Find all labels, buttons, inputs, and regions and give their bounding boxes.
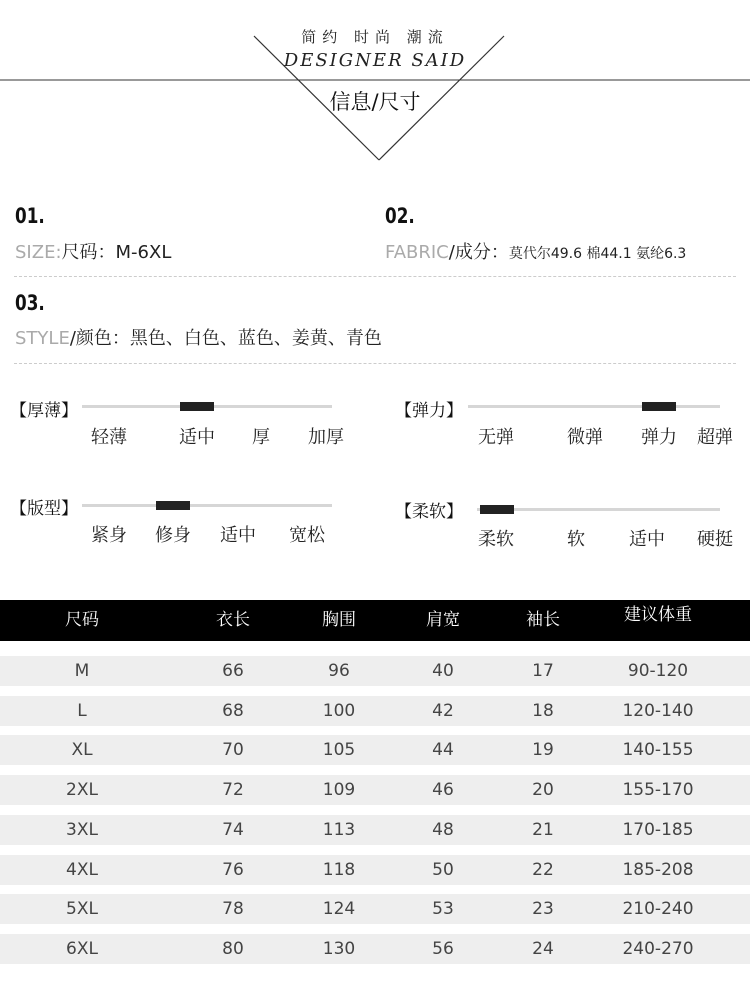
- table-row: [0, 735, 750, 765]
- table-row: [0, 775, 750, 805]
- table-row: [0, 894, 750, 924]
- table-header: [0, 600, 750, 641]
- table-cell: M: [74, 661, 90, 681]
- attr-option: 柔软: [478, 529, 514, 550]
- table-cell: L: [77, 700, 87, 721]
- table-cell: 124: [322, 899, 356, 920]
- attr-knob: [642, 402, 676, 411]
- table-cell: 5XL: [66, 899, 98, 920]
- table-cell: 44: [432, 740, 454, 761]
- table-row: [0, 696, 750, 726]
- table-cell: 140-155: [622, 740, 694, 761]
- attr-label: 【厚薄】: [10, 401, 78, 421]
- table-cell: 90-120: [627, 661, 689, 681]
- table-cell: 118: [322, 859, 356, 880]
- table-cell: 42: [432, 700, 454, 721]
- table-cell: 53: [432, 899, 454, 920]
- table-cell: 6XL: [66, 938, 98, 959]
- table-cell: 76: [222, 859, 244, 880]
- table-cell: 46: [432, 780, 454, 801]
- table-header-cell: 胸围: [322, 610, 356, 630]
- table-cell: 240-270: [622, 938, 694, 959]
- table-cell: 70: [222, 740, 244, 761]
- table-cell: 17: [532, 661, 554, 681]
- table-cell: 120-140: [622, 700, 694, 721]
- table-cell: 66: [222, 661, 244, 681]
- table-cell: 2XL: [66, 780, 98, 801]
- table-cell: 72: [222, 780, 244, 801]
- table-header-cell: 建议体重: [624, 605, 692, 625]
- attr-track: [468, 405, 720, 408]
- attr-option: 硬挺: [697, 529, 733, 550]
- table-cell: 78: [222, 899, 244, 920]
- attr-option: 轻薄: [91, 427, 127, 448]
- attr-option: 紧身: [91, 525, 127, 546]
- attr-option: 加厚: [308, 427, 344, 448]
- attr-knob: [480, 505, 514, 514]
- table-cell: 74: [222, 819, 244, 840]
- attr-option: 修身: [155, 525, 191, 546]
- table-cell: 155-170: [622, 780, 694, 801]
- attr-label: 【弹力】: [395, 401, 463, 421]
- attr-knob: [180, 402, 214, 411]
- table-cell: 22: [532, 859, 554, 880]
- table-cell: 105: [322, 740, 356, 761]
- table-cell: 109: [322, 780, 356, 801]
- table-cell: 40: [432, 661, 454, 681]
- fabric-label: /成分：: [448, 242, 509, 263]
- size-en-label: SIZE:: [15, 242, 62, 263]
- style-number: 03.: [15, 291, 45, 315]
- attr-label: 【柔软】: [395, 502, 463, 522]
- attr-label: 【版型】: [10, 499, 78, 519]
- table-cell: 210-240: [622, 899, 694, 920]
- style-en-label: STYLE: [15, 328, 70, 349]
- attr-knob: [156, 501, 190, 510]
- size-line: [15, 238, 171, 264]
- table-cell: 21: [532, 819, 554, 840]
- size-label: 尺码：: [61, 242, 116, 263]
- table-cell: 4XL: [66, 859, 98, 880]
- header-subtitle: DESIGNER SAID: [283, 50, 467, 71]
- table-cell: 80: [222, 938, 244, 959]
- divider: [14, 276, 736, 277]
- table-cell: 20: [532, 780, 554, 801]
- table-cell: 113: [322, 819, 356, 840]
- attr-track: [82, 504, 332, 507]
- size-value: M-6XL: [115, 242, 172, 263]
- table-cell: 56: [432, 938, 454, 959]
- table-row: [0, 855, 750, 885]
- style-label: /颜色：: [69, 328, 130, 349]
- table-cell: 96: [328, 661, 350, 681]
- attr-option: 适中: [179, 427, 215, 448]
- size-number: 01.: [15, 204, 45, 228]
- table-cell: 24: [532, 938, 554, 959]
- fabric-line: [385, 238, 686, 264]
- table-header-cell: 袖长: [526, 610, 560, 630]
- attr-option: 无弹: [478, 427, 514, 448]
- table-cell: 48: [432, 819, 454, 840]
- table-cell: 3XL: [66, 819, 98, 840]
- table-row: [0, 815, 750, 845]
- attr-option: 厚: [252, 427, 270, 448]
- fabric-en-label: FABRIC: [385, 242, 449, 263]
- table-cell: 185-208: [622, 859, 694, 880]
- attr-option: 宽松: [289, 525, 325, 546]
- table-cell: 170-185: [622, 819, 694, 840]
- attr-option: 软: [567, 529, 585, 550]
- attr-option: 弹力: [641, 427, 677, 448]
- attr-option: 超弹: [697, 427, 733, 448]
- table-header-cell: 衣长: [216, 610, 250, 630]
- table-cell: 130: [322, 938, 356, 959]
- style-value: 黑色、白色、蓝色、姜黄、青色: [129, 328, 382, 349]
- table-cell: 100: [322, 700, 356, 721]
- table-cell: 23: [532, 899, 554, 920]
- divider: [14, 363, 736, 364]
- style-line: [15, 324, 382, 350]
- table-cell: 68: [222, 700, 244, 721]
- header-tagline: 简约 时尚 潮流: [301, 28, 449, 46]
- table-row: [0, 656, 750, 686]
- table-row: [0, 934, 750, 964]
- table-cell: XL: [71, 740, 93, 761]
- attr-option: 适中: [220, 525, 256, 546]
- table-cell: 18: [532, 700, 554, 721]
- table-header-cell: 肩宽: [426, 610, 460, 630]
- attr-option: 微弹: [567, 427, 603, 448]
- attr-option: 适中: [629, 529, 665, 550]
- table-cell: 19: [532, 740, 554, 761]
- table-header-cell: 尺码: [65, 610, 99, 630]
- fabric-number: 02.: [385, 204, 415, 228]
- table-cell: 50: [432, 859, 454, 880]
- fabric-value: 莫代尔49.6 棉44.1 氨纶6.3: [508, 246, 687, 262]
- page-title: 信息/尺寸: [329, 90, 421, 114]
